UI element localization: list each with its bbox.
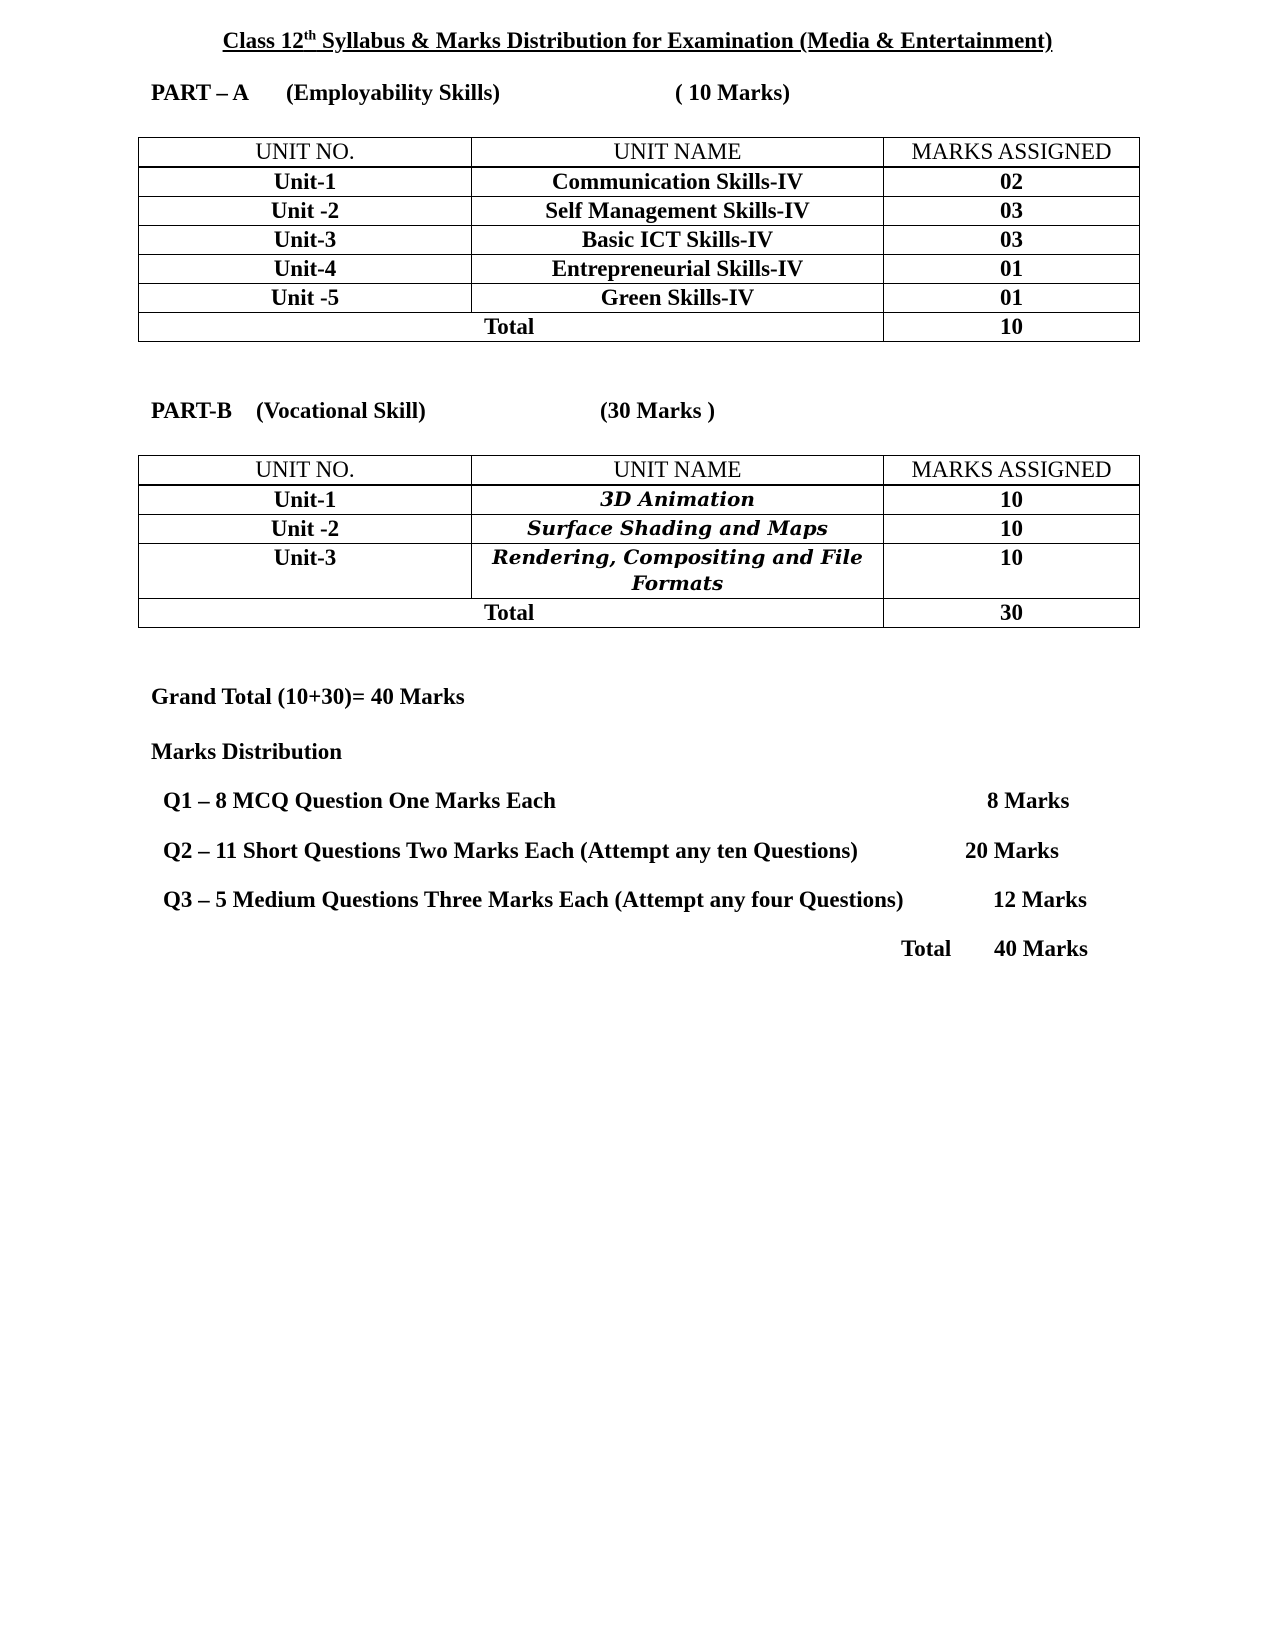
table-row [139, 255, 1140, 284]
table-header-row [139, 138, 1140, 168]
part-a-name: (Employability Skills) [286, 80, 501, 105]
title-superscript: th [303, 28, 317, 44]
unit-no-cell: Unit-4 [139, 255, 472, 284]
table-row [139, 226, 1140, 255]
distribution-marks-q3: 12 Marks [993, 887, 1087, 912]
marks-cell: 01 [884, 284, 1140, 313]
unit-name-cell: 3D Animation [472, 485, 884, 515]
total-label: Total [139, 313, 884, 342]
unit-name-cell: Basic ICT Skills-IV [472, 226, 884, 255]
part-b-label: PART-B [151, 398, 232, 423]
unit-no-cell: Unit-3 [139, 544, 472, 599]
header-unit-no: UNIT NO. [139, 456, 472, 486]
header-unit-name: UNIT NAME [472, 456, 884, 486]
total-value: 10 [884, 313, 1140, 342]
table-header-row [139, 456, 1140, 486]
table-total-row [139, 599, 1140, 628]
part-a-label: PART – A [151, 80, 250, 105]
part-b-marks: (30 Marks ) [600, 398, 715, 423]
marks-cell: 02 [884, 167, 1140, 197]
part-b-name: (Vocational Skill) [256, 398, 426, 423]
table-row [139, 485, 1140, 515]
part-a-marks: ( 10 Marks) [675, 80, 790, 105]
distribution-item-q1: Q1 – 8 MCQ Question One Marks Each [163, 788, 556, 813]
unit-name-cell: Communication Skills-IV [472, 167, 884, 197]
table-row [139, 167, 1140, 197]
marks-cell: 03 [884, 197, 1140, 226]
unit-name-cell: Green Skills-IV [472, 284, 884, 313]
total-value: 30 [884, 599, 1140, 628]
unit-no-cell: Unit -2 [139, 197, 472, 226]
page-title [0, 28, 1275, 54]
part-b-table [138, 455, 1140, 628]
distribution-item-q2: Q2 – 11 Short Questions Two Marks Each (Attempt any ten Questions) [163, 838, 858, 863]
distribution-marks-q1: 8 Marks [987, 788, 1070, 813]
unit-no-cell: Unit -2 [139, 515, 472, 544]
unit-no-cell: Unit -5 [139, 284, 472, 313]
table-row [139, 284, 1140, 313]
title-rest: Syllabus & Marks Distribution for Examination (Media & Entertainment) [316, 28, 1053, 53]
table-total-row [139, 313, 1140, 342]
table-row [139, 515, 1140, 544]
header-marks-assigned: MARKS ASSIGNED [884, 456, 1140, 486]
unit-name-cell: Rendering, Compositing and File Formats [472, 544, 884, 599]
total-label: Total [139, 599, 884, 628]
unit-name-cell: Entrepreneurial Skills-IV [472, 255, 884, 284]
table-row [139, 544, 1140, 599]
title-prefix: Class 12 [222, 28, 304, 53]
table-row [139, 197, 1140, 226]
unit-no-cell: Unit-1 [139, 167, 472, 197]
marks-cell: 10 [884, 485, 1140, 515]
unit-name-cell: Self Management Skills-IV [472, 197, 884, 226]
marks-cell: 01 [884, 255, 1140, 284]
part-a-table [138, 137, 1140, 342]
header-unit-no: UNIT NO. [139, 138, 472, 168]
unit-name-cell: Surface Shading and Maps [472, 515, 884, 544]
distribution-item-q3: Q3 – 5 Medium Questions Three Marks Each (Attempt any four Questions) [163, 887, 904, 912]
distribution-marks-q2: 20 Marks [965, 838, 1059, 863]
grand-total: Grand Total (10+30)= 40 Marks [151, 684, 465, 709]
unit-no-cell: Unit-1 [139, 485, 472, 515]
header-unit-name: UNIT NAME [472, 138, 884, 168]
distribution-total-value: 40 Marks [994, 936, 1088, 961]
distribution-total-label: Total [901, 936, 952, 961]
marks-distribution-heading: Marks Distribution [151, 739, 343, 764]
marks-cell: 03 [884, 226, 1140, 255]
marks-cell: 10 [884, 544, 1140, 599]
header-marks-assigned: MARKS ASSIGNED [884, 138, 1140, 168]
marks-cell: 10 [884, 515, 1140, 544]
unit-no-cell: Unit-3 [139, 226, 472, 255]
